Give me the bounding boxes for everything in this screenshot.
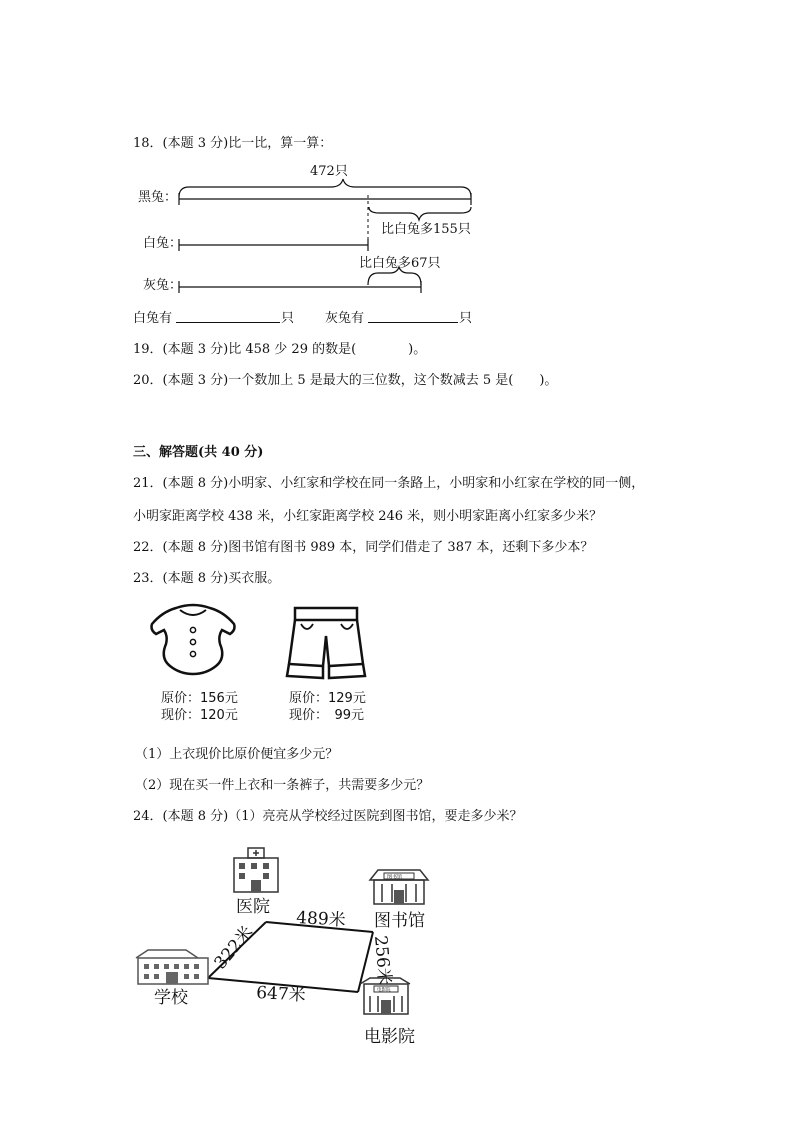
- section3-title: 三、解答题(共 40 分): [133, 445, 264, 460]
- q19-text: 19．(本题 3 分)比 458 少 29 的数是( )。: [133, 342, 427, 357]
- distance-hospital-library: 489米: [295, 908, 347, 931]
- shirt-original-price: 原价：156元: [161, 691, 238, 706]
- answer-white-blank[interactable]: [176, 322, 280, 323]
- q21-line1: 21．(本题 8 分)小明家、小红家和学校在同一条路上，小明家和小红家在学校的同一侧，: [133, 476, 645, 491]
- library-label: 图书馆: [374, 911, 425, 931]
- hospital-icon: [234, 848, 278, 892]
- black-label: 黑兔：: [138, 190, 178, 205]
- pants-current-price: 现价： 99元: [289, 708, 365, 723]
- total-label: 472只: [310, 164, 348, 179]
- library-sign: 图书馆: [387, 874, 403, 881]
- answer-grey-unit: 只: [459, 311, 473, 326]
- answer-white-unit: 只: [281, 311, 295, 326]
- library-icon: [370, 870, 428, 904]
- answer-white-label: 白兔有: [133, 311, 173, 326]
- distance-library-cinema: 256米: [370, 934, 395, 986]
- shirt-current-price: 现价：120元: [161, 708, 238, 723]
- q23-sub2: （2）现在买一件上衣和一条裤子，共需要多少元？: [135, 778, 430, 793]
- q23-sub1: （1）上衣现价比原价便宜多少元？: [135, 747, 339, 762]
- hospital-label: 医院: [236, 897, 270, 917]
- q21-line2: 小明家距离学校 438 米，小红家距离学校 246 米，则小明家距离小红家多少米？: [133, 509, 603, 524]
- school-label: 学校: [154, 988, 188, 1008]
- pants-illustration: [285, 604, 370, 682]
- total-brace: [179, 179, 471, 197]
- cinema-sign: 电影院: [377, 988, 391, 993]
- route-map: [130, 840, 460, 1050]
- q18-text: 18．(本题 3 分)比一比，算一算：: [133, 136, 333, 151]
- q20-text: 20．(本题 3 分)一个数加上 5 是最大的三位数，这个数减去 5 是( )。: [133, 373, 558, 388]
- diff1-brace: [369, 207, 471, 220]
- q22-text: 22．(本题 8 分)图书馆有图书 989 本，同学们借走了 387 本，还剩下多少本？: [133, 540, 594, 555]
- distance-school-hospital: 322米: [210, 922, 258, 974]
- diff2-label: 比白兔多67只: [359, 256, 441, 271]
- answer-grey-blank[interactable]: [368, 322, 458, 323]
- grey-label: 灰兔：: [143, 278, 183, 293]
- white-label: 白兔：: [143, 236, 183, 251]
- q23-text: 23．(本题 8 分)买衣服。: [133, 571, 281, 586]
- school-icon: [136, 950, 208, 984]
- q24-text: 24．(本题 8 分)（1）亮亮从学校经过医院到图书馆，要走多少米？: [133, 809, 523, 824]
- answer-grey-label: 灰兔有: [325, 311, 365, 326]
- q18-segment-diagram: [135, 155, 495, 300]
- distance-school-cinema: 647米: [255, 983, 307, 1006]
- pants-original-price: 原价：129元: [289, 691, 366, 706]
- cinema-label: 电影院: [364, 1027, 415, 1047]
- shirt-illustration: [146, 600, 241, 680]
- diff1-label: 比白兔多155只: [381, 222, 471, 237]
